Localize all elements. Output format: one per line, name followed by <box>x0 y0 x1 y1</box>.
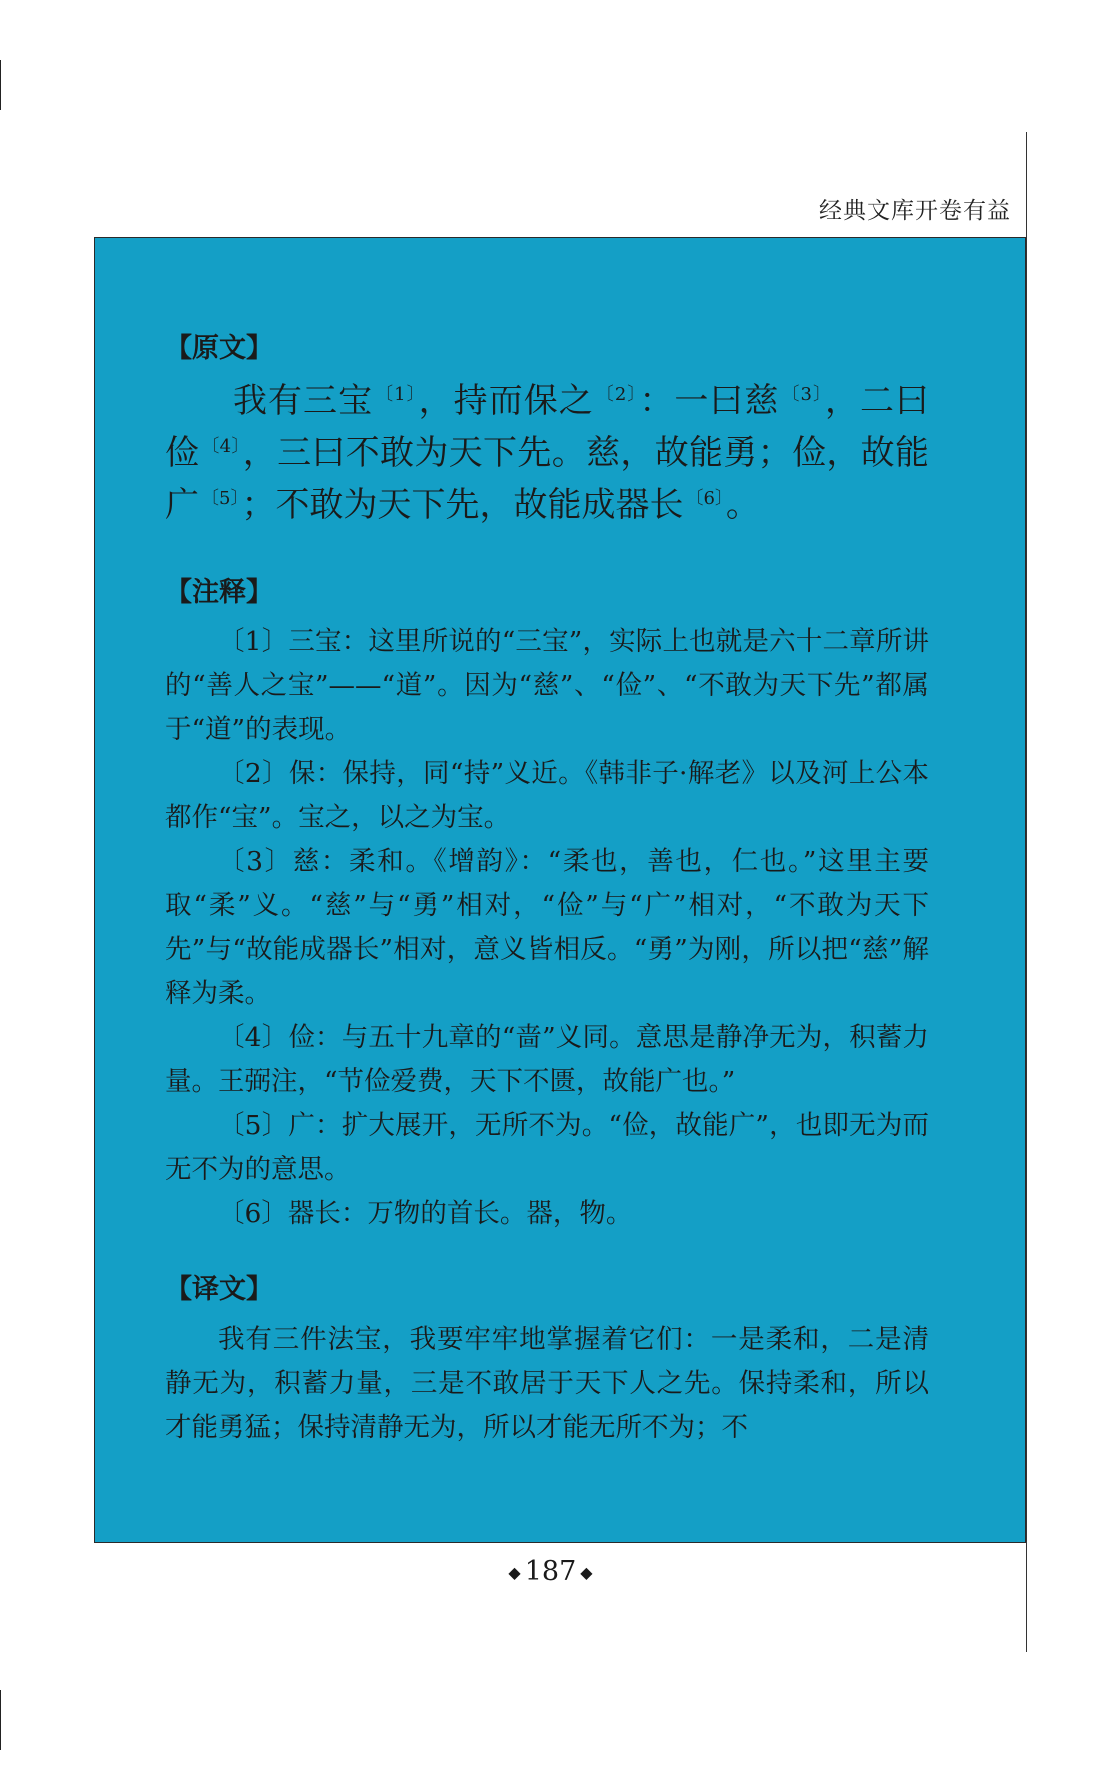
original-paragraph <box>165 375 929 531</box>
section-spacer <box>165 1236 929 1274</box>
content-panel <box>94 237 1026 1543</box>
note-ref-3[interactable]: 〔3〕 <box>781 384 823 406</box>
notes-section-title: 【注释】 <box>165 577 273 609</box>
original-text <box>165 375 929 531</box>
note-item-4: 〔4〕俭：与五十九章的“啬”义同。意思是静净无为，积蓄力量。王弼注，“节俭爱费，天下不匮，故能广也。” <box>165 1021 929 1097</box>
note-item-5: 〔5〕广：扩大展开，无所不为。“俭，故能广”，也即无为而无不为的意思。 <box>165 1109 929 1185</box>
note-ref-5[interactable]: 〔5〕 <box>201 488 240 510</box>
translation-paragraph: 我有三件法宝，我要牢牢地掌握着它们：一是柔和，二是清静无为，积蓄力量，三是不敢居于天下人之先。保持柔和，所以才能勇猛；保持清静无为，所以才能无所不为；不 <box>165 1324 929 1444</box>
original-segment: ，二曰俭 <box>165 381 930 474</box>
original-segment: ；不敢为天下先，故能成器长 <box>241 485 684 526</box>
diamond-ornament-icon: ◆ <box>508 1563 521 1582</box>
note-ref-4[interactable]: 〔4〕 <box>201 436 241 458</box>
notes-list <box>165 620 929 1236</box>
note-ref-6[interactable]: 〔6〕 <box>685 488 724 510</box>
translation-section-title: 【译文】 <box>165 1273 273 1305</box>
original-segment: 。 <box>725 485 760 526</box>
crop-mark-top-left <box>0 60 1 110</box>
note-item-3: 〔3〕慈：柔和。《增韵》：“柔也，善也，仁也。”这里主要取“柔”义。“慈”与“勇”相对，“俭”与“广”相对，“不敢为天下先”与“故能成器长”相对，意义皆相反。“勇”为刚，所以把“慈”解释为柔。 <box>165 845 929 1009</box>
original-segment: ，三曰不敢为天下先。慈，故能勇；俭，故能广 <box>165 433 929 526</box>
running-header: 经典文库开卷有益 <box>819 198 1011 224</box>
original-segment: ：一曰慈 <box>639 381 780 422</box>
original-segment: ，持而保之 <box>418 381 594 422</box>
page-edge-rule <box>1026 132 1027 1652</box>
original-segment: 我有三宝 <box>233 381 374 422</box>
note-item-2: 〔2〕保：保持，同“持”义近。《韩非子·解老》以及河上公本都作“宝”。宝之，以之为宝。 <box>165 757 929 833</box>
crop-mark-bottom-left <box>0 1690 1 1750</box>
content-body <box>165 333 929 1450</box>
section-spacer <box>165 531 929 577</box>
translation-text <box>165 1318 929 1450</box>
note-item-1: 〔1〕三宝：这里所说的“三宝”，实际上也就是六十二章所讲的“善人之宝”——“道”。因为“慈”、“俭”、“不敢为天下先”都属于“道”的表现。 <box>165 625 929 745</box>
page-footer <box>0 1556 1101 1587</box>
note-item-6: 〔6〕器长：万物的首长。器，物。 <box>218 1197 633 1229</box>
page-number: 187 <box>524 1556 577 1587</box>
note-ref-2[interactable]: 〔2〕 <box>595 384 638 406</box>
diamond-ornament-icon: ◆ <box>580 1563 593 1582</box>
note-ref-1[interactable]: 〔1〕 <box>375 384 417 406</box>
original-section-title: 【原文】 <box>165 333 273 364</box>
